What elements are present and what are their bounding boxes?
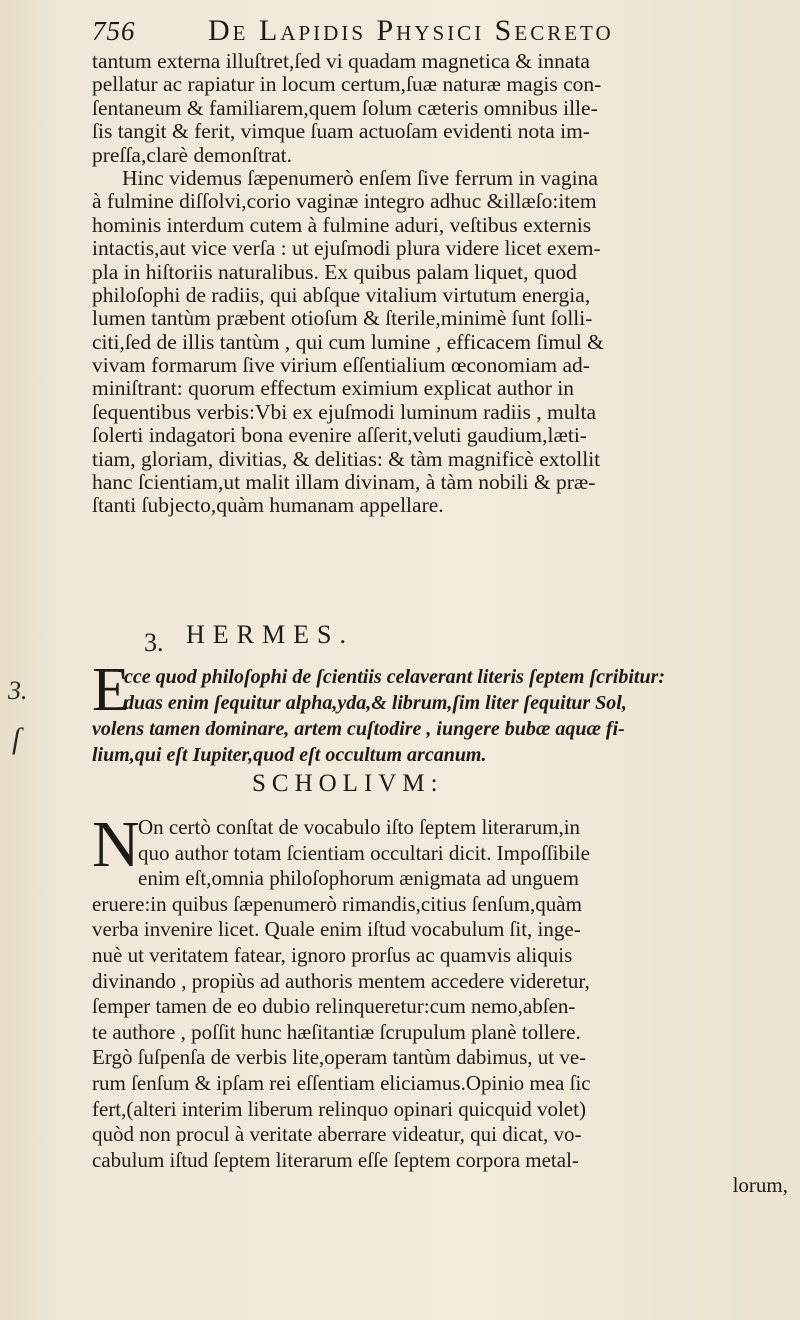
section-number: 3.: [144, 628, 164, 657]
scholium-text: [92, 808, 792, 1199]
text-line: tantum externa illuſtret,ſed vi quadam magnetica & innata: [92, 49, 590, 73]
quote-line: cce quod philoſophi de ſcientiis celaverant literis ſeptem ſcribitur:: [124, 666, 666, 688]
text-line: ſemper tamen de eo dubio relinqueretur:cum nemo,abſen-: [92, 994, 576, 1019]
text-line: hominis interdum cutem à fulmine aduri, veſtibus externis: [92, 212, 592, 237]
text-line: ſolerti indagatori bona evenire aſſerit,veluti gaudium,læti-: [92, 423, 587, 448]
quote-line: volens tamen dominare, artem cuſtodire , iungere bubæ aquæ fi-: [92, 718, 625, 740]
main-text: [92, 50, 792, 518]
text-line: quòd non procul à veritate aberrare videatur, qui dicat, vo-: [92, 1122, 582, 1147]
scholium-heading: SCHOLIVM:: [252, 770, 444, 797]
text-line: hanc ſcientiam,ut malit illam divinam, à tàm nobili & præ-: [92, 470, 596, 495]
text-line: te authore , poſſit hunc hæſitantiæ ſcrupulum planè tollere.: [92, 1019, 581, 1044]
text-line: fert,(alteri interim liberum relinquo opinari quicquid volet): [92, 1096, 586, 1121]
drop-cap: N: [92, 808, 140, 881]
text-line: miniſtrant: quorum effectum eximium explicat author in: [92, 376, 575, 401]
hermes-quote: [92, 656, 796, 768]
text-line: vivam formarum ſive virium eſſentialium œconomiam ad-: [92, 353, 590, 378]
drop-cap: E: [92, 656, 130, 724]
text-line: divinando , propiùs ad authoris mentem accedere videretur,: [92, 968, 590, 993]
text-line: rum ſenſum & ipſam rei eſſentiam eliciamus.Opinio mea ſic: [92, 1070, 591, 1095]
text-line: lumen tantùm præbent otioſum & ſterile,minimè ſunt ſolli-: [92, 306, 593, 331]
text-line: ſequentibus verbis:Vbi ex ejuſmodi luminum radiis , multa: [92, 399, 596, 424]
text-line: On certò conſtat de vocabulo iſto ſeptem literarum,in: [138, 815, 581, 839]
text-line: intactis,aut vice verſa : ut ejuſmodi plura videre licet exem-: [92, 236, 601, 261]
text-line: pellatur ac rapiatur in locum certum,ſuæ naturæ magis con-: [92, 72, 602, 97]
running-title: De Lapidis Physici Secreto: [208, 14, 614, 47]
text-line: à fulmine diſſolvi,corio vaginæ integro adhuc &illæſo:item: [92, 189, 597, 214]
text-line: Ergò ſuſpenſa de verbis lite,operam tantùm dabimus, ut ve-: [92, 1045, 587, 1070]
page-number: 756: [92, 16, 136, 46]
margin-number: 3.: [8, 676, 28, 705]
text-line: pla in hiſtoriis naturalibus. Ex quibus palam liquet, quod: [92, 259, 577, 284]
margin-mark: ſ: [12, 722, 21, 755]
text-line: enim eſt,omnia philoſophorum ænigmata ad unguem: [138, 866, 579, 891]
text-line: citi,ſed de illis tantùm , qui cum lumine , efficacem ſimul &: [92, 329, 604, 354]
text-line: tiam, gloriam, divitias, & delitias: & tàm magnificè extollit: [92, 446, 601, 471]
text-line: verba invenire licet. Quale enim iſtud vocabulum ſit, inge-: [92, 917, 581, 942]
text-line: philoſophi de radiis, qui abſque vitalium virtutum energia,: [92, 282, 591, 307]
text-line: Hinc videmus ſæpenumerò enſem ſive ferrum in vagina: [122, 165, 598, 190]
text-line: eruere:in quibus ſæpenumerò rimandis,citius ſenſum,quàm: [92, 891, 582, 916]
running-head: [92, 14, 782, 50]
text-line: nuè ut veritatem fatear, ignoro prorſus ac quamvis aliquis: [92, 942, 573, 967]
section-label: HERMES.: [186, 620, 354, 649]
text-line: ſis tangit & ferit, vimque ſuam actuoſam evidenti nota im-: [92, 119, 590, 144]
text-line: quo author totam ſcientiam occultari dicit. Impoſſibile: [138, 840, 590, 865]
text-line: ſentaneum & familiarem,quem ſolum cæteris omnibus ille-: [92, 95, 598, 120]
quote-line: lium,qui eſt Iupiter,quod eſt occultum arcanum.: [92, 744, 487, 766]
text-line: cabulum iſtud ſeptem literarum eſſe ſeptem corpora metal-: [92, 1147, 579, 1172]
text-line: preſſa,clarè demonſtrat.: [92, 142, 292, 167]
text-line: ſtanti ſubjecto,quàm humanam appellare.: [92, 493, 444, 518]
quote-line: duas enim ſequitur alpha,yda,& librum,ſim liter ſequitur Sol,: [124, 692, 627, 714]
text-line: lorum,: [732, 1173, 788, 1198]
